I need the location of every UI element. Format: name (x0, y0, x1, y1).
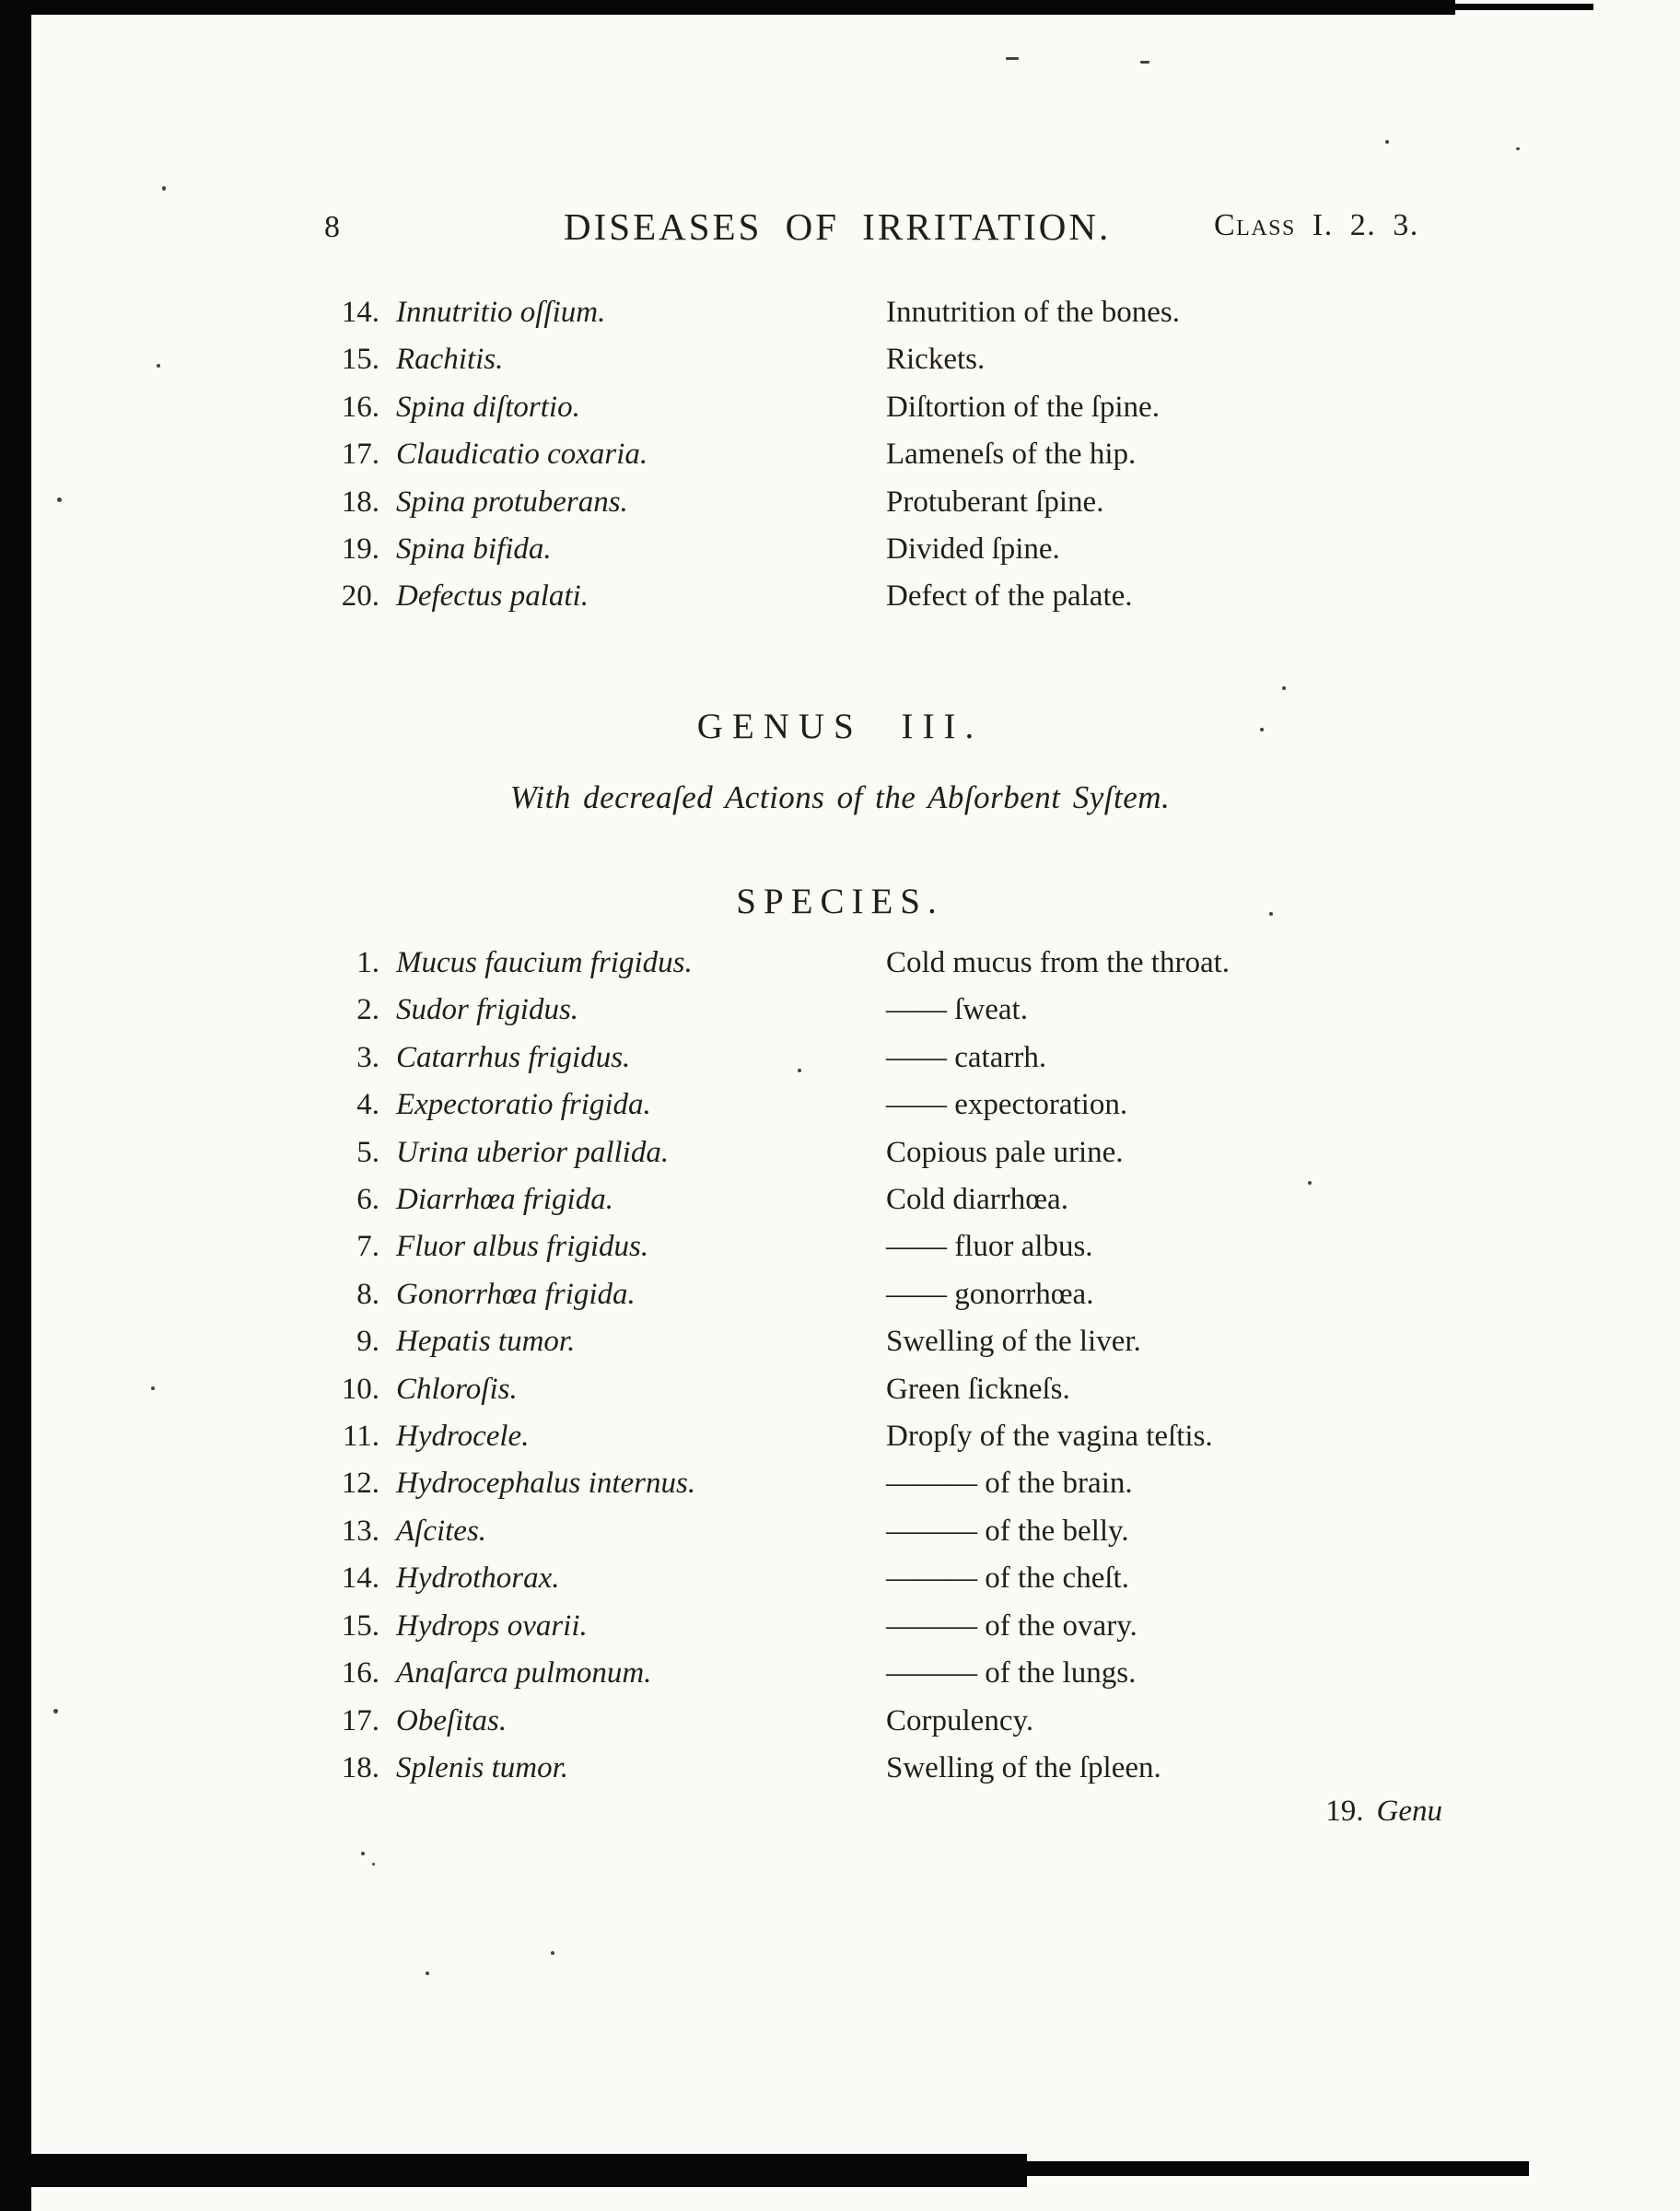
scan-speck (157, 364, 160, 368)
item-latin-name: Rachitis. (396, 343, 504, 377)
item-number: 17. (341, 1703, 379, 1737)
scan-border-top (0, 0, 1455, 15)
list-item (321, 1603, 1509, 1650)
item-english-name: ——— of the belly. (886, 1514, 1129, 1548)
item-english-name: —— gonorrhœa. (886, 1277, 1094, 1311)
list-item (321, 1698, 1509, 1745)
scan-border-bottom-thin (1027, 2161, 1529, 2176)
item-number: 2. (356, 993, 379, 1027)
list-item (321, 1745, 1509, 1792)
item-english-name: —— catarrh. (886, 1040, 1047, 1074)
item-english-name: —— expectoration. (886, 1088, 1128, 1122)
scan-speck (1385, 140, 1389, 144)
item-english-name: —— ſweat. (886, 993, 1028, 1027)
item-latin-name: Claudicatio coxaria. (396, 438, 648, 472)
list-item (321, 384, 1509, 431)
item-latin-name: Spina diſtortio. (396, 390, 580, 424)
item-latin-name: Gonorrhœa frigida. (396, 1277, 636, 1311)
list-item (321, 987, 1509, 1034)
item-number: 9. (356, 1325, 379, 1359)
page-title: DISEASES OF IRRITATION. (564, 205, 1112, 248)
item-number: 15. (341, 1609, 379, 1643)
item-number: 18. (341, 1750, 379, 1784)
scan-speck (1516, 147, 1520, 150)
item-number: 10. (341, 1372, 379, 1406)
scan-speck (1260, 728, 1264, 731)
item-english-name: Dropſy of the vagina teſtis. (886, 1420, 1213, 1454)
list-item (321, 1223, 1509, 1270)
item-latin-name: Hydrocephalus internus. (396, 1467, 696, 1501)
list-item (321, 1035, 1509, 1082)
catchword-number: 19. (1325, 1795, 1364, 1828)
item-number: 20. (341, 579, 379, 614)
item-english-name: Swelling of the liver. (886, 1325, 1141, 1359)
list-item (321, 289, 1509, 336)
scan-speck (372, 1863, 375, 1866)
item-latin-name: Innutritio oſſium. (396, 296, 606, 329)
scan-speck (57, 497, 62, 502)
item-english-name: Swelling of the ſpleen. (886, 1750, 1161, 1784)
item-latin-name: Splenis tumor. (396, 1750, 569, 1784)
scan-speck (1006, 57, 1019, 60)
list-item (321, 1508, 1509, 1555)
item-number: 5. (356, 1135, 379, 1169)
item-latin-name: Defectus palati. (396, 579, 589, 614)
class-reference: Class I. 2. 3. (1214, 208, 1419, 242)
scan-speck (162, 186, 166, 191)
catchword-word: Genu (1376, 1795, 1442, 1828)
item-english-name: Cold mucus from the throat. (886, 946, 1231, 979)
item-english-name: —— fluor albus. (886, 1230, 1093, 1264)
scan-speck (361, 1852, 365, 1855)
scan-speck (1269, 912, 1273, 916)
item-latin-name: Fluor albus frigidus. (396, 1230, 649, 1264)
item-latin-name: Hydrothorax. (396, 1562, 560, 1596)
item-number: 4. (356, 1088, 379, 1122)
item-latin-name: Hydrocele. (396, 1420, 530, 1454)
item-latin-name: Sudor frigidus. (396, 993, 579, 1027)
item-number: 7. (356, 1230, 379, 1264)
item-number: 8. (356, 1277, 379, 1311)
item-number: 16. (341, 390, 379, 424)
scan-speck (551, 1951, 554, 1955)
item-english-name: Protuberant ſpine. (886, 485, 1104, 519)
item-english-name: Corpulency. (886, 1703, 1034, 1737)
list-item (321, 1082, 1509, 1129)
item-number: 14. (341, 1562, 379, 1596)
item-latin-name: Aſcites. (396, 1514, 487, 1548)
item-number: 3. (356, 1040, 379, 1074)
item-english-name: Divided ſpine. (886, 532, 1060, 567)
item-number: 1. (356, 946, 379, 979)
item-number: 15. (341, 343, 379, 377)
list-item (321, 1176, 1509, 1223)
item-latin-name: Hydrops ovarii. (396, 1609, 588, 1643)
item-number: 11. (342, 1420, 379, 1454)
scan-speck (1308, 1181, 1312, 1185)
item-latin-name: Expectoratio frigida. (396, 1088, 651, 1122)
item-english-name: Copious pale urine. (886, 1135, 1124, 1169)
item-number: 17. (341, 438, 379, 472)
item-english-name: Defect of the palate. (886, 579, 1133, 614)
list-item (321, 526, 1509, 573)
item-english-name: Innutrition of the bones. (886, 296, 1180, 329)
list-item (321, 1129, 1509, 1176)
scan-border-bottom (0, 2154, 1027, 2187)
list-item (321, 1555, 1509, 1602)
genus-heading: GENUS III. (696, 707, 984, 746)
item-latin-name: Mucus faucium frigidus. (396, 946, 693, 979)
list-item (321, 1271, 1509, 1318)
item-latin-name: Spina bifida. (396, 532, 552, 567)
genus-subtitle: With decreaſed Actions of the Abſorbent Syſtem. (509, 779, 1171, 815)
item-number: 14. (341, 296, 379, 329)
item-latin-name: Diarrhœa frigida. (396, 1183, 613, 1217)
item-number: 6. (356, 1183, 379, 1217)
item-latin-name: Hepatis tumor. (396, 1325, 576, 1359)
item-latin-name: Obeſitas. (396, 1703, 508, 1737)
continued-genus-list (321, 289, 1509, 621)
item-number: 13. (341, 1514, 379, 1548)
list-item (321, 1318, 1509, 1365)
list-item (321, 1650, 1509, 1697)
page-number: 8 (324, 210, 340, 244)
item-latin-name: Anaſarca pulmonum. (396, 1656, 652, 1690)
list-item (321, 940, 1509, 987)
scan-speck (1140, 61, 1149, 64)
species-heading: SPECIES. (736, 882, 944, 921)
list-item (321, 1460, 1509, 1507)
scan-speck (1282, 686, 1286, 690)
scan-speck (426, 1971, 429, 1975)
item-english-name: ——— of the ovary. (886, 1609, 1138, 1643)
scan-speck (798, 1069, 801, 1072)
item-english-name: Rickets. (886, 343, 986, 377)
list-item (321, 431, 1509, 478)
item-english-name: ——— of the cheſt. (886, 1562, 1129, 1596)
item-latin-name: Urina uberior pallida. (396, 1135, 670, 1169)
list-item (321, 1366, 1509, 1413)
item-english-name: Diſtortion of the ſpine. (886, 390, 1160, 424)
item-english-name: Lameneſs of the hip. (886, 438, 1137, 472)
scan-speck (151, 1386, 155, 1390)
scan-border-left (0, 0, 31, 2211)
catchword (1325, 1795, 1442, 1829)
item-latin-name: Spina protuberans. (396, 485, 628, 519)
list-item (321, 336, 1509, 383)
item-latin-name: Catarrhus frigidus. (396, 1040, 631, 1074)
list-item (321, 479, 1509, 526)
list-item (321, 1413, 1509, 1460)
species-list (321, 940, 1509, 1792)
item-latin-name: Chloroſis. (396, 1372, 518, 1406)
item-english-name: Green ſickneſs. (886, 1372, 1070, 1406)
item-number: 18. (341, 485, 379, 519)
scan-border-top-thin (1455, 4, 1593, 10)
item-number: 19. (341, 532, 379, 567)
scan-speck (53, 1709, 58, 1714)
item-number: 12. (341, 1467, 379, 1501)
item-number: 16. (341, 1656, 379, 1690)
item-english-name: Cold diarrhœa. (886, 1183, 1068, 1217)
item-english-name: ——— of the brain. (886, 1467, 1133, 1501)
list-item (321, 573, 1509, 620)
item-english-name: ——— of the lungs. (886, 1656, 1137, 1690)
